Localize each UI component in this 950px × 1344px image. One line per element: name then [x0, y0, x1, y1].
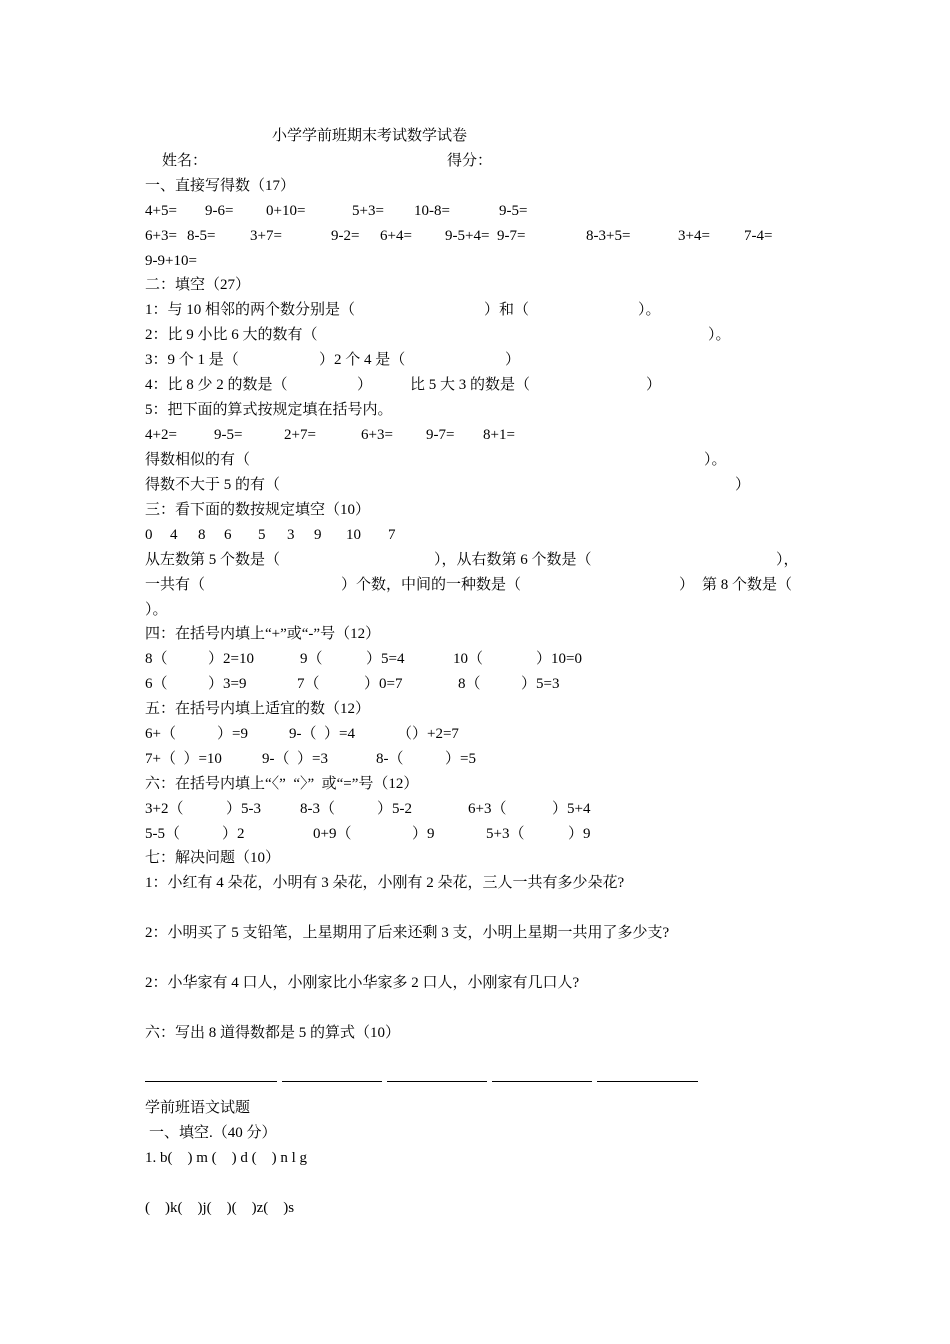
s6-item: 5-5（ [145, 826, 180, 842]
s3-number: 6 [224, 527, 232, 543]
s2-q2: ）。 [708, 327, 731, 343]
s5-item: （）+2=7 [397, 726, 459, 742]
s6-item: 6+3（ [468, 801, 507, 817]
name-label: 姓名： [162, 153, 208, 169]
s7-question: 1：小红有 4 朵花，小明有 3 朵花，小刚有 2 朵花，三人一共有多少朵花? [145, 875, 625, 891]
s3-number: 4 [170, 527, 178, 543]
s1-item: 6+3= [145, 228, 177, 244]
chinese-section-1: 一、填空.（40 分） [149, 1125, 277, 1141]
s1-item: 7-4= [744, 228, 773, 244]
s4-item: 8（ [458, 676, 481, 692]
s7-question: 2：小明买了 5 支铅笔，上星期用了后来还剩 3 支，小明上星期一共用了多少支? [145, 925, 670, 941]
s4-item: 8（ [145, 651, 168, 667]
s1-item: 6+4= [380, 228, 412, 244]
answer-line [145, 1081, 277, 1082]
answer-line [282, 1081, 382, 1082]
s1-item: 4+5= [145, 203, 177, 219]
section-1-heading: 一、直接写得数（17） [145, 178, 296, 194]
s5-item: 7+（ ）=10 [145, 751, 222, 767]
s4-item: 7（ [297, 676, 320, 692]
s2-not-more: 得数不大于 5 的有（ [145, 477, 281, 493]
s2-not-more: ） [735, 477, 751, 493]
s1-item: 9-5+4= [445, 228, 490, 244]
s1-item: 5+3= [352, 203, 384, 219]
pinyin-line-2: ( )k( )j( )( )z( )s [145, 1200, 295, 1216]
s4-item: 10（ [453, 651, 484, 667]
s6-item: ）9 [412, 826, 435, 842]
s5-item: 9-（ ）=4 [289, 726, 355, 742]
s3-line3: ）。 [145, 602, 168, 618]
s2-q4: ） [357, 377, 373, 393]
s1-item: 9-7= [497, 228, 526, 244]
s3-number: 5 [258, 527, 266, 543]
s2-expr: 9-7= [426, 427, 455, 443]
section-3-heading: 三：看下面的数按规定填空（10） [145, 502, 371, 518]
s3-line1: 从左数第 5 个数是（ [145, 552, 281, 568]
s5-item: 8-（ [376, 751, 404, 767]
s2-q4: ） [646, 377, 662, 393]
s4-item: 6（ [145, 676, 168, 692]
s6-item: ）5-3 [226, 801, 261, 817]
s3-line1: ），从右数第 6 个数是（ [434, 552, 592, 568]
s2-expr: 4+2= [145, 427, 177, 443]
s2-expr: 6+3= [361, 427, 393, 443]
chinese-exam-title: 学前班语文试题 [145, 1100, 251, 1116]
s3-number: 10 [346, 527, 361, 543]
s2-q3: 3：9 个 1 是（ [145, 352, 239, 368]
answer-line [597, 1081, 698, 1082]
s4-item: ）3=9 [208, 676, 247, 692]
s6-item: 0+9（ [313, 826, 352, 842]
s2-q5: 5：把下面的算式按规定填在括号内。 [145, 402, 393, 418]
s3-line2: 一共有（ [145, 577, 206, 593]
s1-item: 10-8= [414, 203, 450, 219]
s2-similar: ）。 [704, 452, 727, 468]
s2-q3: ） [505, 352, 521, 368]
s4-item: 9（ [300, 651, 323, 667]
s2-similar: 得数相似的有（ [145, 452, 251, 468]
section-2-heading: 二：填空（27） [145, 277, 251, 293]
section-5-heading: 五：在括号内填上适宜的数（12） [145, 701, 371, 717]
answer-line [492, 1081, 592, 1082]
s6-item: ）2 [222, 826, 245, 842]
s6-item: ）9 [568, 826, 591, 842]
s2-q1: ）和（ [484, 302, 530, 318]
s6-item: ）5+4 [552, 801, 591, 817]
section-8-heading: 六：写出 8 道得数都是 5 的算式（10） [145, 1025, 401, 1041]
s4-item: ）0=7 [364, 676, 403, 692]
s3-number: 3 [287, 527, 295, 543]
s1-item: 3+4= [678, 228, 710, 244]
s2-q4: 4：比 8 少 2 的数是（ [145, 377, 288, 393]
s2-expr: 9-5= [214, 427, 243, 443]
s6-item: 3+2（ [145, 801, 184, 817]
s3-line2: ） [679, 577, 695, 593]
s6-item: ）5-2 [377, 801, 412, 817]
s6-item: 5+3（ [486, 826, 525, 842]
s1-item: 9-2= [331, 228, 360, 244]
score-label: 得分： [447, 153, 493, 169]
exam-title: 小学学前班期末考试数学试卷 [272, 128, 468, 144]
s7-question: 2：小华家有 4 口人，小刚家比小华家多 2 口人，小刚家有几口人? [145, 975, 580, 991]
s5-item: ）=9 [217, 726, 248, 742]
s1-item: 3+7= [250, 228, 282, 244]
answer-line [387, 1081, 487, 1082]
section-7-heading: 七：解决问题（10） [145, 850, 281, 866]
s2-expr: 2+7= [284, 427, 316, 443]
s2-q3: ）2 个 4 是（ [319, 352, 406, 368]
s2-q1: 1：与 10 相邻的两个数分别是（ [145, 302, 356, 318]
s1-item: 9-6= [205, 203, 234, 219]
s3-line2: 第 8 个数是（ [702, 577, 793, 593]
s2-q4: 比 5 大 3 的数是（ [410, 377, 531, 393]
s2-expr: 8+1= [483, 427, 515, 443]
s5-item: 6+（ [145, 726, 176, 742]
s4-item: ）10=0 [536, 651, 582, 667]
s1-item: 0+10= [266, 203, 306, 219]
s3-number: 8 [198, 527, 206, 543]
pinyin-line-1: 1. b( ) m ( ) d ( ) n l g [145, 1150, 308, 1166]
s4-item: ）2=10 [208, 651, 254, 667]
s1-item: 9-9+10= [145, 253, 197, 269]
s3-number: 9 [314, 527, 322, 543]
s2-q1: ）。 [638, 302, 661, 318]
s3-number: 7 [388, 527, 396, 543]
s1-item: 8-5= [187, 228, 216, 244]
s1-item: 9-5= [499, 203, 528, 219]
s4-item: ）5=4 [366, 651, 405, 667]
s3-number: 0 [145, 527, 153, 543]
s3-line2: ）个数，中间的一种数是（ [341, 577, 522, 593]
section-4-heading: 四：在括号内填上“+”或“-”号（12） [145, 626, 381, 642]
s5-item: 9-（ ）=3 [262, 751, 328, 767]
s1-item: 8-3+5= [586, 228, 631, 244]
s5-item: ）=5 [445, 751, 476, 767]
s6-item: 8-3（ [300, 801, 335, 817]
s2-q2: 2：比 9 小比 6 大的数有（ [145, 327, 318, 343]
section-6-heading: 六：在括号内填上“〈” “〉” 或“=”号（12） [145, 776, 419, 792]
s4-item: ）5=3 [521, 676, 560, 692]
s3-line1: ）， [776, 552, 799, 568]
